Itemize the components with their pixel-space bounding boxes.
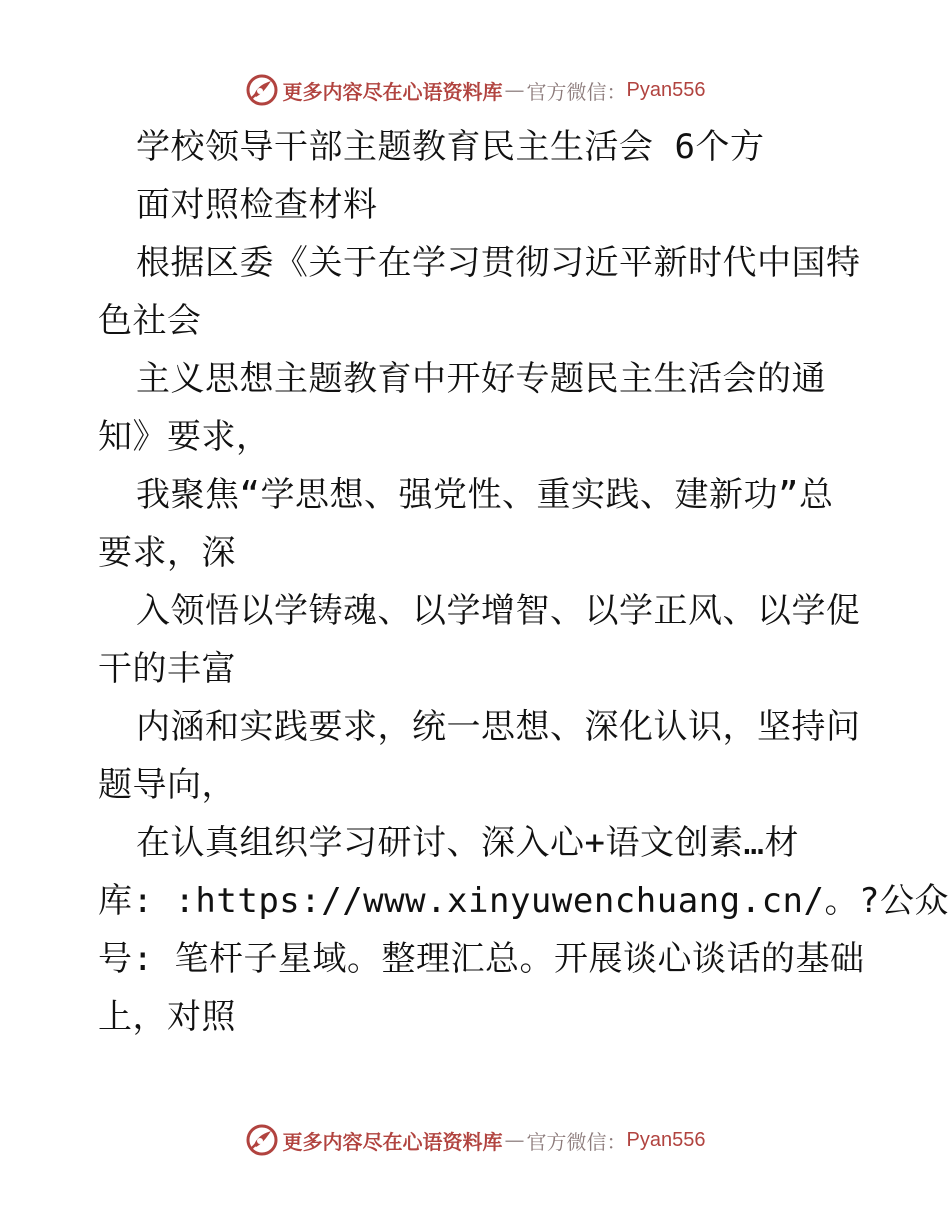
banner-wechat-label: 官方微信： bbox=[526, 1129, 627, 1154]
paragraph-line: 入领悟以学铸魂、以学增智、以学正风、以学促 bbox=[136, 591, 861, 631]
paragraph-line: 根据区委《关于在学习贯彻习近平新时代中国特 bbox=[136, 243, 861, 283]
paragraph-line: 号: 笔杆子星域。整理汇总。开展谈心谈话的基础 bbox=[98, 939, 865, 979]
paragraph-line: 内涵和实践要求，统一思想、深化认识，坚持问 bbox=[136, 707, 861, 747]
banner-wechat-label: 官方微信： bbox=[526, 79, 627, 104]
document-title-line: 面对照检查材料 bbox=[136, 185, 378, 225]
banner-dash: — bbox=[504, 1128, 525, 1152]
header-banner bbox=[0, 70, 950, 110]
paragraph-line: 上，对照 bbox=[98, 997, 236, 1037]
banner-brand-text: 更多内容尽在心语资料库 bbox=[282, 79, 503, 104]
paragraph-line: 干的丰富 bbox=[98, 649, 236, 689]
banner-wechat-account: Pyan556 bbox=[626, 78, 706, 101]
footer-banner bbox=[0, 1120, 950, 1160]
banner-wechat-account: Pyan556 bbox=[626, 1128, 706, 1151]
banner-dash: — bbox=[504, 78, 525, 102]
paragraph-line: 库: :https://www.xinyuwenchuang.cn/。?公众 bbox=[98, 881, 949, 921]
paragraph-line: 我聚焦“学思想、强党性、重实践、建新功”总 bbox=[136, 475, 834, 515]
paragraph-line: 知》要求， bbox=[98, 417, 271, 457]
paragraph-line: 在认真组织学习研讨、深入心+语文创素…材 bbox=[136, 823, 799, 863]
paragraph-line: 主义思想主题教育中开好专题民主生活会的通 bbox=[136, 359, 826, 399]
document-title-line: 学校领导干部主题教育民主生活会 6个方 bbox=[136, 127, 765, 167]
paragraph-line: 要求，深 bbox=[98, 533, 236, 573]
paragraph-line: 色社会 bbox=[98, 301, 202, 341]
brand-logo-icon bbox=[245, 1123, 279, 1157]
banner-brand-text: 更多内容尽在心语资料库 bbox=[282, 1129, 503, 1154]
brand-logo-icon bbox=[245, 73, 279, 107]
paragraph-line: 题导向， bbox=[98, 765, 236, 805]
